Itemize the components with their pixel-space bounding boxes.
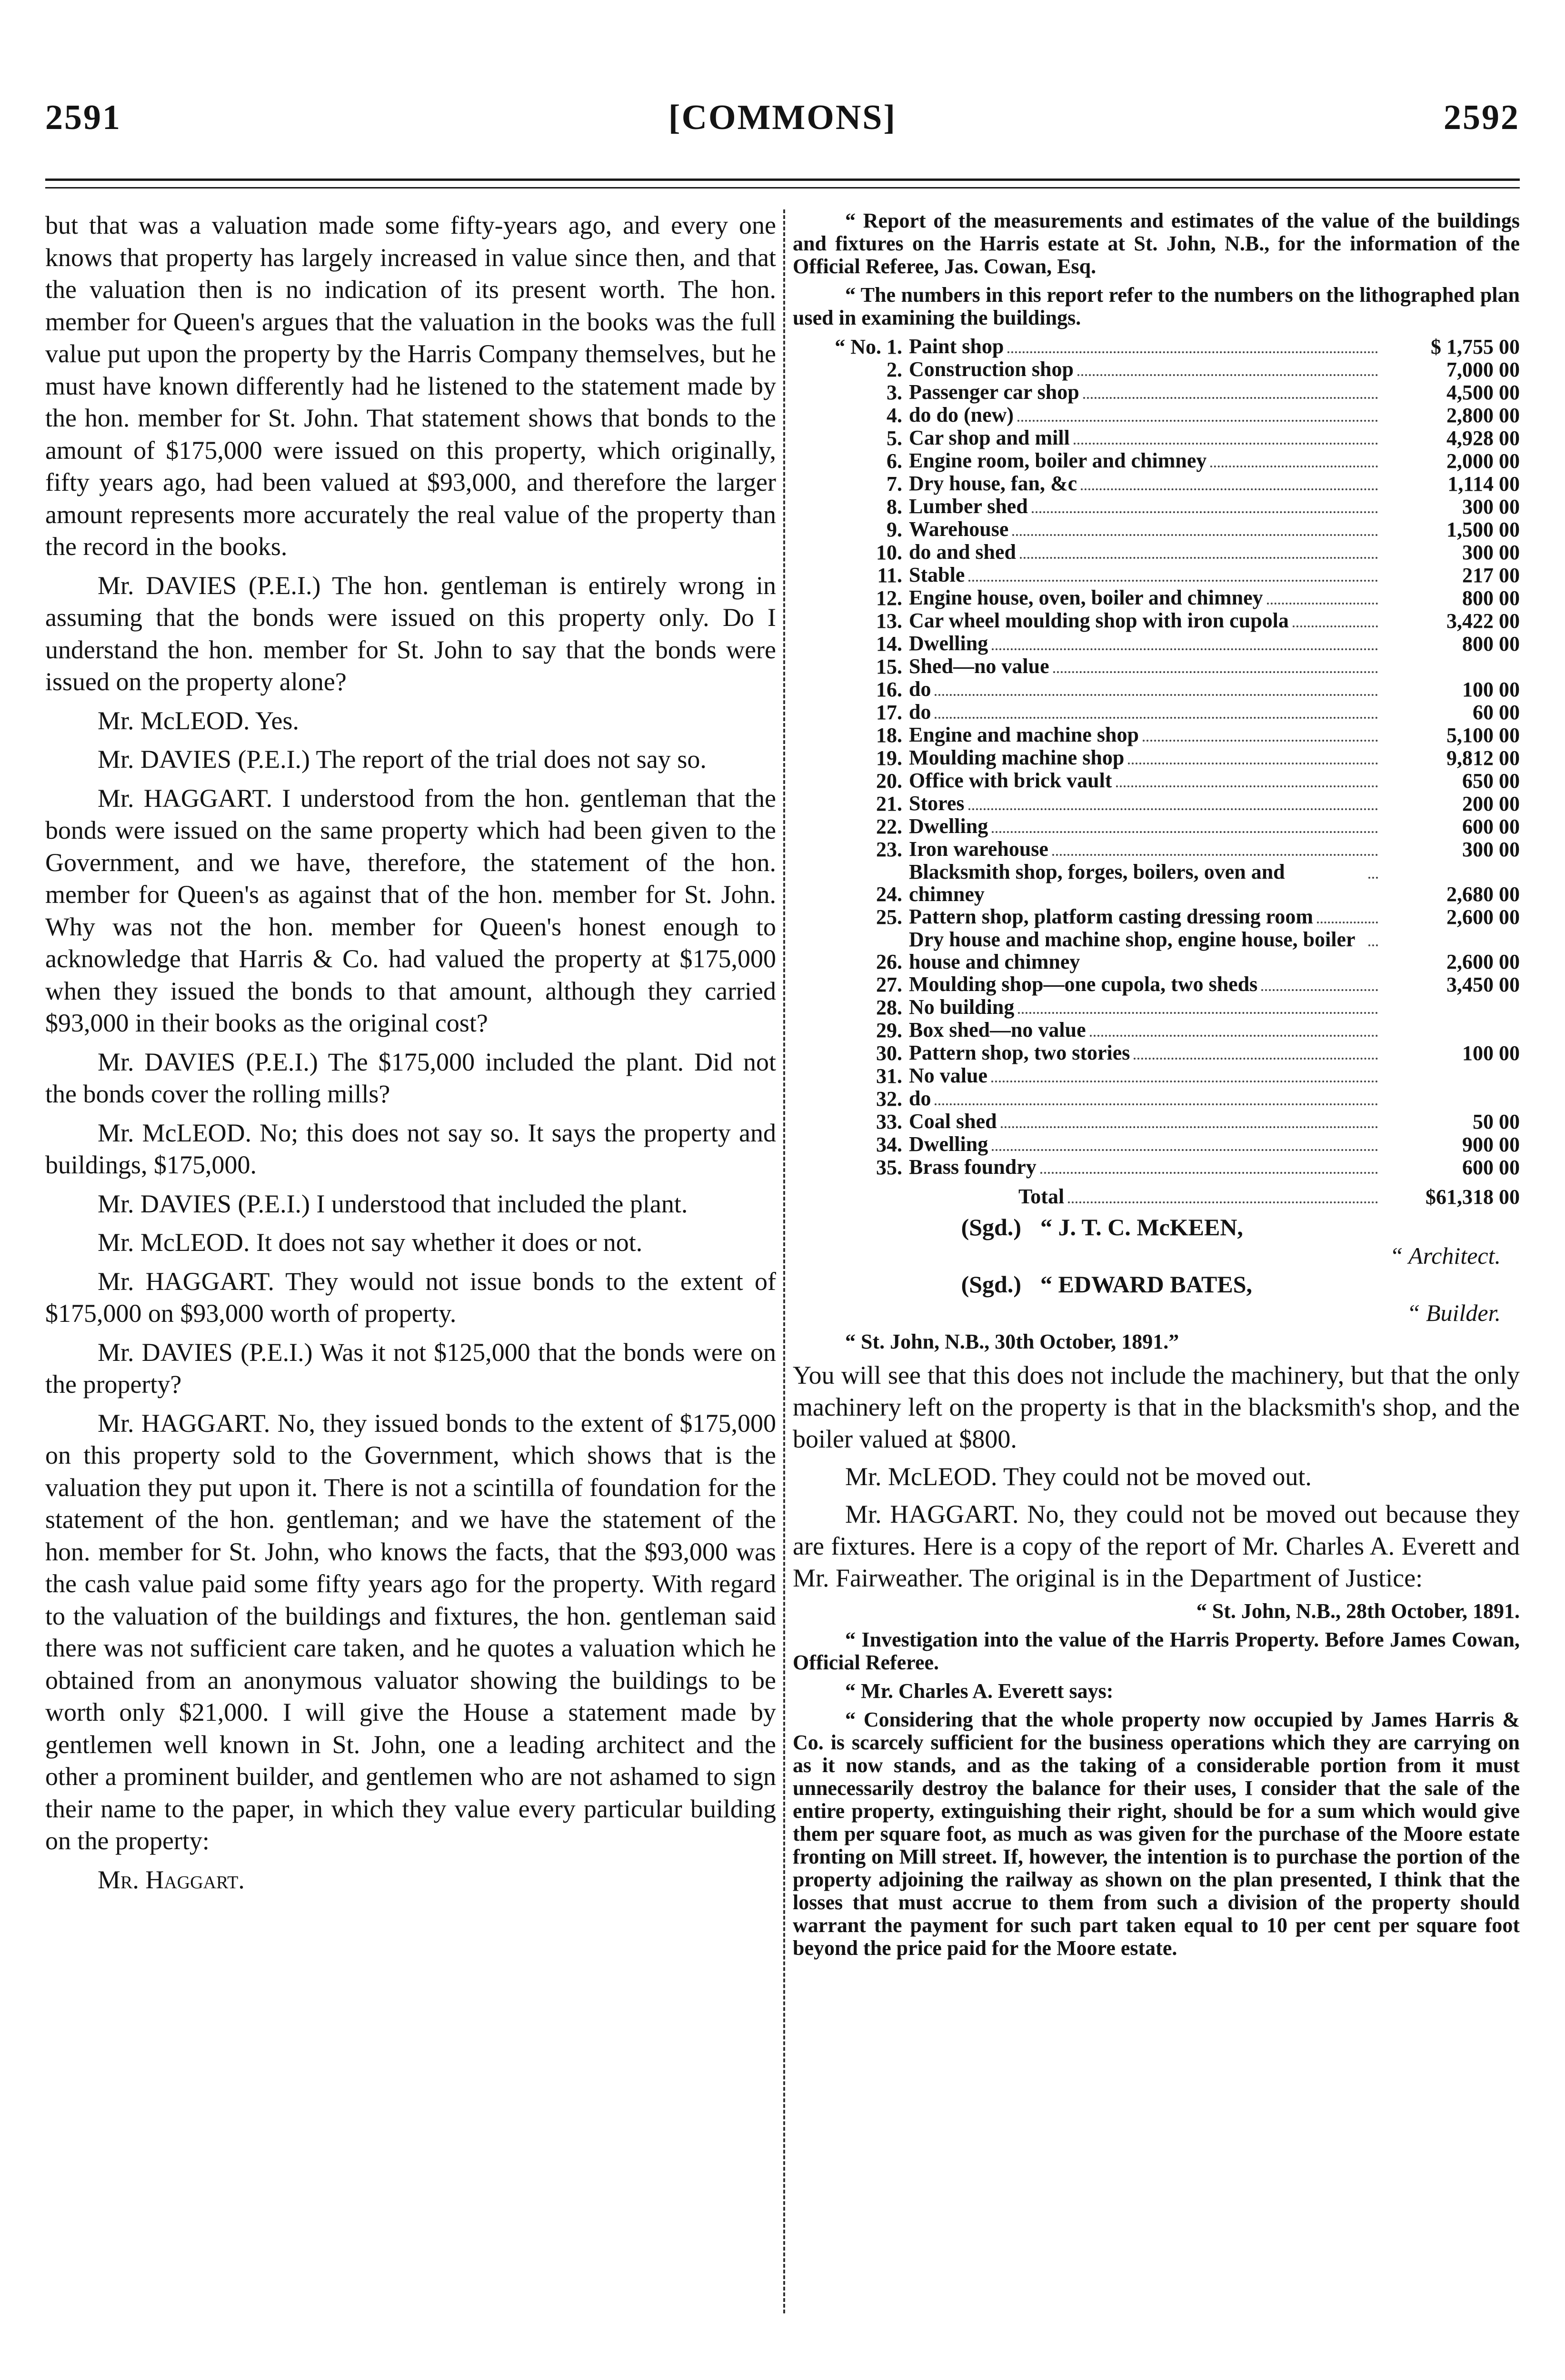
schedule-row	[793, 586, 1520, 609]
schedule-row	[793, 1110, 1520, 1133]
item-number: 16.	[876, 678, 902, 701]
schedule-row	[793, 449, 1520, 472]
schedule-row	[793, 815, 1520, 838]
item-amount: $ 1,755 00	[1431, 335, 1520, 358]
item-description: Brass foundry	[909, 1155, 1037, 1179]
item-amount: 2,800 00	[1446, 404, 1520, 427]
total-label: Total	[1018, 1185, 1065, 1208]
item-description: Box shed—no value	[909, 1018, 1086, 1041]
item-description: Pattern shop, platform casting dressing room	[909, 905, 1314, 928]
item-amount: 3,422 00	[1446, 609, 1520, 633]
paragraph: Mr. DAVIES (P.E.I.) I understood that included the plant.	[98, 1189, 688, 1218]
item-number: 33.	[876, 1110, 902, 1133]
schedule-row	[793, 518, 1520, 541]
item-amount: 1,500 00	[1446, 518, 1520, 541]
item-number: “ No. 1.	[835, 335, 902, 358]
signature-role: “ Builder.	[1406, 1299, 1501, 1326]
speaker-closing: Mr. Haggart.	[98, 1865, 245, 1894]
schedule-row	[793, 861, 1520, 905]
item-number: 5.	[887, 426, 902, 450]
schedule-row	[793, 404, 1520, 426]
second-report-body: “ Considering that the whole property now occupied by James Harris & Co. is scarcely sufficient for the business operations which they are carrying on as it now stands, and as the taking of a considerable portion from it must unnecessarily destroy the balance for their uses, I consider that the sale of the entire property, extinguishing their right, should be for a sum which would give them per square foot, as much as was given for the purchase of the Moore estate fronting on Mill street. If, however, the intention is to purchase the portion of the property adjoining the railway as shown on the plan presented, I think that the losses that must accrue to them from such a division of the property should warrant the payment for such part taken equal to 10 per cent per square foot beyond the price paid for the Moore estate.	[793, 1708, 1520, 1960]
signature-name: “ J. T. C. McKEEN,	[1040, 1214, 1243, 1240]
item-number: 8.	[887, 495, 902, 518]
report-intro: “ Report of the measurements and estimates of the value of the buildings and fixtures on the Harris estate at St. John, N.B., for the information of the Official Referee, Jas. Cowan, Esq.	[793, 209, 1520, 278]
second-report-date: “ St. John, N.B., 28th October, 1891.	[1196, 1599, 1520, 1623]
item-amount: 2,600 00	[1446, 905, 1520, 929]
item-number: 18.	[876, 724, 902, 747]
schedule-row	[793, 1087, 1520, 1110]
item-description: do and shed	[909, 540, 1017, 564]
schedule-row	[793, 609, 1520, 632]
schedule-row	[793, 381, 1520, 404]
page-header	[0, 98, 1565, 155]
schedule-row	[793, 1064, 1520, 1087]
schedule-row	[793, 426, 1520, 449]
item-amount: 9,812 00	[1446, 746, 1520, 770]
schedule-row	[793, 632, 1520, 655]
item-description: Dwelling	[909, 632, 988, 655]
item-amount: 600 00	[1462, 1156, 1520, 1179]
paragraph: Mr. McLEOD. It does not say whether it does or not.	[98, 1228, 643, 1257]
schedule-row	[793, 996, 1520, 1019]
schedule-row	[793, 1156, 1520, 1179]
item-amount: 2,680 00	[1446, 883, 1520, 906]
item-amount	[1382, 1019, 1520, 1041]
second-report-title: “ Investigation into the value of the Harris Property. Before James Cowan, Official Referee.	[793, 1628, 1520, 1674]
item-number: 32.	[876, 1087, 902, 1111]
schedule-row	[793, 541, 1520, 564]
item-number: 13.	[876, 609, 902, 633]
item-description: Paint shop	[909, 335, 1004, 358]
item-amount	[1382, 996, 1520, 1019]
item-description: do do (new)	[909, 403, 1014, 426]
item-number: 9.	[887, 518, 902, 541]
paragraph: You will see that this does not include the machinery, but that the only machinery left on the property is that in the blacksmith's shop, and the boiler valued at $800.	[793, 1361, 1520, 1453]
item-description: Passenger car shop	[909, 380, 1079, 404]
item-description: Pattern shop, two stories	[909, 1041, 1130, 1064]
schedule-row	[793, 1133, 1520, 1156]
paragraph: Mr. DAVIES (P.E.I.) The hon. gentleman is entirely wrong in assuming that the bonds were issued on this property only. Do I understand the hon. member for St. John to say that the bonds were issued on the property alone?	[45, 571, 776, 696]
item-amount: 300 00	[1462, 541, 1520, 564]
schedule-row	[793, 724, 1520, 746]
schedule-row	[793, 358, 1520, 381]
item-number: 19.	[876, 746, 902, 770]
page-number-left: 2591	[45, 98, 121, 137]
item-description: Office with brick vault	[909, 769, 1112, 792]
item-number: 10.	[876, 541, 902, 564]
item-number: 2.	[887, 358, 902, 381]
item-number: 11.	[877, 564, 902, 587]
item-number: 23.	[876, 838, 902, 861]
item-number: 30.	[876, 1041, 902, 1065]
paragraph: Mr. DAVIES (P.E.I.) The $175,000 included the plant. Did not the bonds cover the rolling mills?	[45, 1047, 776, 1108]
item-amount: 200 00	[1462, 792, 1520, 815]
item-number: 17.	[876, 701, 902, 724]
schedule-row	[793, 472, 1520, 495]
item-number: 3.	[887, 381, 902, 404]
item-number: 26.	[876, 950, 902, 973]
item-amount: 900 00	[1462, 1133, 1520, 1156]
item-amount: 2,600 00	[1446, 950, 1520, 973]
second-report-speaker: “ Mr. Charles A. Everett says:	[845, 1679, 1114, 1703]
item-amount: 4,500 00	[1446, 381, 1520, 404]
paragraph: Mr. McLEOD. No; this does not say so. It says the property and buildings, $175,000.	[45, 1118, 776, 1179]
item-number: 24.	[876, 883, 902, 906]
item-description: Coal shed	[909, 1110, 997, 1133]
right-column	[793, 209, 1520, 1965]
item-description: Engine and machine shop	[909, 723, 1139, 746]
total-amount: $61,318 00	[1425, 1185, 1520, 1209]
item-number: 6.	[887, 449, 902, 473]
paragraph: Mr. HAGGART. No, they could not be moved out because they are fixtures. Here is a copy of the report of Mr. Charles A. Everett and Mr. Fairweather. The original is in the Department of Justice:	[793, 1500, 1520, 1592]
item-description: Car shop and mill	[909, 426, 1070, 449]
item-description: Moulding machine shop	[909, 746, 1125, 769]
item-amount: 5,100 00	[1446, 724, 1520, 747]
item-number: 34.	[876, 1133, 902, 1156]
schedule-row	[793, 1019, 1520, 1041]
item-number: 31.	[876, 1064, 902, 1088]
item-number: 4.	[887, 404, 902, 427]
item-amount	[1382, 1064, 1520, 1087]
page-number-right: 2592	[1444, 98, 1520, 137]
paragraph: Mr. McLEOD. They could not be moved out.	[845, 1462, 1312, 1491]
item-number: 12.	[876, 586, 902, 610]
item-amount: 300 00	[1462, 495, 1520, 518]
paragraph: Mr. HAGGART. They would not issue bonds to the extent of $175,000 on $93,000 worth of property.	[45, 1267, 776, 1328]
item-amount: 100 00	[1462, 678, 1520, 701]
item-description: do	[909, 1087, 931, 1110]
item-description: Engine house, oven, boiler and chimney	[909, 586, 1263, 609]
item-description: Dry house and machine shop, engine house, boiler house and chimney	[909, 928, 1355, 973]
schedule-row	[793, 905, 1520, 928]
schedule-row	[793, 335, 1520, 358]
item-amount: 100 00	[1462, 1041, 1520, 1065]
item-number: 35.	[876, 1156, 902, 1179]
schedule-row	[793, 769, 1520, 792]
item-description: Dwelling	[909, 814, 988, 838]
item-description: Engine room, boiler and chimney	[909, 449, 1207, 472]
running-title: [COMMONS]	[668, 98, 897, 137]
schedule-row	[793, 792, 1520, 815]
item-number: 22.	[876, 815, 902, 838]
item-description: Moulding shop—one cupola, two sheds	[909, 972, 1258, 996]
paragraph: Mr. DAVIES (P.E.I.) Was it not $125,000 that the bonds were on the property?	[45, 1338, 776, 1398]
schedule-total-row	[793, 1179, 1520, 1208]
schedule-row	[793, 928, 1520, 973]
item-number: 15.	[876, 655, 902, 678]
item-description: Warehouse	[909, 517, 1009, 541]
item-amount: 4,928 00	[1446, 426, 1520, 450]
item-amount: 2,000 00	[1446, 449, 1520, 473]
schedule-row	[793, 495, 1520, 518]
item-amount: 650 00	[1462, 769, 1520, 793]
schedule-row	[793, 746, 1520, 769]
column-divider	[783, 209, 785, 2313]
item-description: Stable	[909, 563, 965, 586]
item-description: do	[909, 677, 931, 701]
item-number: 28.	[876, 996, 902, 1019]
item-description: Stores	[909, 792, 965, 815]
valuation-schedule	[793, 335, 1520, 1208]
header-rule-thin	[45, 187, 1520, 188]
paragraph: Mr. McLEOD. Yes.	[98, 706, 299, 735]
schedule-row	[793, 701, 1520, 724]
signature-label: (Sgd.)	[961, 1214, 1021, 1240]
item-number: 7.	[887, 472, 902, 496]
schedule-row	[793, 1041, 1520, 1064]
item-amount: 50 00	[1473, 1110, 1520, 1133]
item-description: Dwelling	[909, 1132, 988, 1156]
item-number: 21.	[876, 792, 902, 815]
schedule-row	[793, 838, 1520, 861]
item-description: Car wheel moulding shop with iron cupola	[909, 609, 1289, 632]
header-rule-thick	[45, 178, 1520, 181]
item-amount	[1382, 1087, 1520, 1110]
item-description: Construction shop	[909, 357, 1074, 381]
paragraph: Mr. HAGGART. I understood from the hon. gentleman that the bonds were issued on the same property which had been given to the Government, and we have, therefore, the statement of the hon. member for Queen's as against that of the hon. member for St. John. Why was not the hon. member for Queen's honest enough to acknowledge that Harris & Co. had valued the property at $175,000 when they issued the bonds to that amount, although they carried $93,000 in their books as the original cost?	[45, 783, 776, 1037]
item-description: do	[909, 700, 931, 724]
schedule-row	[793, 678, 1520, 701]
left-column	[45, 209, 776, 1903]
schedule-row	[793, 973, 1520, 996]
item-amount: 1,114 00	[1447, 472, 1520, 496]
paragraph: Mr. DAVIES (P.E.I.) The report of the trial does not say so.	[98, 745, 707, 774]
paragraph: Mr. HAGGART. No, they issued bonds to the extent of $175,000 on this property sold to the Government, which shows that is the valuation they put upon it. There is not a scintilla of foundation for the statement of the hon. gentleman; and we have the statement of the hon. member for St. John, who knows the facts, that the $93,000 was the cash value paid some fifty years ago for the property. With regard to the valuation of the buildings and fixtures, the hon. gentleman said there was not sufficient care taken, and he quotes a valuation which he obtained from an anonymous valuator showing the buildings to be worth only $21,000. I will give the House a statement made by gentlemen well known in St. John, one a leading architect and the other a prominent builder, and gentlemen who are not ashamed to sign their name to the paper, in which they value every particular building on the property:	[45, 1408, 776, 1855]
item-amount	[1382, 655, 1520, 678]
item-description: No building	[909, 995, 1015, 1019]
item-number: 27.	[876, 973, 902, 996]
item-description: Iron warehouse	[909, 837, 1048, 861]
paragraph: but that was a valuation made some fifty-years ago, and every one knows that property has largely increased in value since then, and that the valuation then is no indication of its present worth. The hon. member for Queen's argues that the valuation in the books was the full value put upon the property by the Harris Company themselves, but he must have known differently had he listened to the statement made by the hon. member for St. John. That statement shows that bonds to the amount of $175,000 were issued on this property, which originally, fifty years ago, had been valued at $93,000, and therefore the larger amount represents more accurately the real value of the property than the record in the books.	[45, 211, 776, 561]
item-amount: 600 00	[1462, 815, 1520, 838]
item-description: No value	[909, 1064, 987, 1087]
item-number: 20.	[876, 769, 902, 793]
item-amount: 800 00	[1462, 632, 1520, 655]
item-number: 29.	[876, 1019, 902, 1042]
item-amount: 60 00	[1473, 701, 1520, 724]
report-date-line: “ St. John, N.B., 30th October, 1891.”	[845, 1330, 1179, 1353]
item-amount: 300 00	[1462, 838, 1520, 861]
signature-name: “ EDWARD BATES,	[1040, 1271, 1252, 1298]
schedule-row	[793, 564, 1520, 586]
report-intro-numbers: “ The numbers in this report refer to the numbers on the lithographed plan used in examining the buildings.	[793, 283, 1520, 329]
signature-label: (Sgd.)	[961, 1271, 1021, 1298]
item-description: Dry house, fan, &c	[909, 472, 1077, 495]
item-description: Blacksmith shop, forges, boilers, oven and chimney	[909, 860, 1285, 906]
item-amount: 3,450 00	[1446, 973, 1520, 996]
item-description: Shed—no value	[909, 654, 1049, 678]
schedule-row	[793, 655, 1520, 678]
signature-role: “ Architect.	[1389, 1242, 1501, 1269]
item-amount: 7,000 00	[1446, 358, 1520, 381]
signatures	[793, 1213, 1520, 1327]
item-description: Lumber shed	[909, 495, 1028, 518]
item-number: 14.	[876, 632, 902, 655]
item-amount: 217 00	[1462, 564, 1520, 587]
item-amount: 800 00	[1462, 586, 1520, 610]
item-number: 25.	[876, 905, 902, 929]
